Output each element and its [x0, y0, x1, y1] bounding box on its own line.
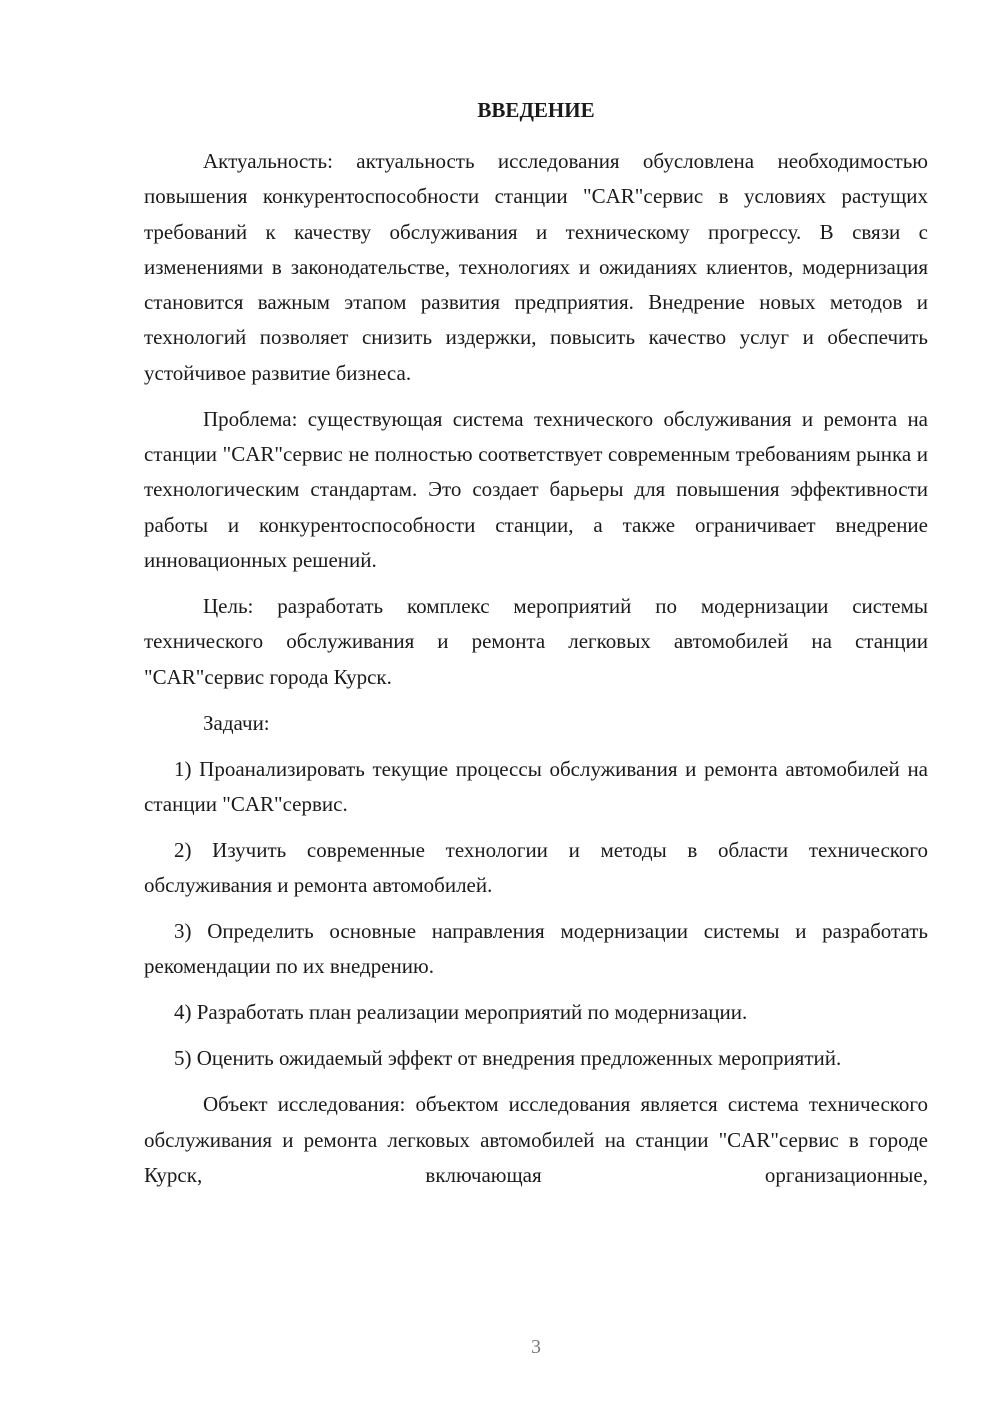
- paragraph-tasks-label: Задачи:: [203, 710, 270, 735]
- page-number: 3: [531, 1336, 541, 1358]
- task-item-2: 2) Изучить современные технологии и методы в области технического обслуживания и ремонта автомобилей.: [144, 837, 928, 898]
- paragraph-object: Объект исследования: объектом исследования является система технического обслуживания и ремонта легковых автомобилей на станции "CAR"сервис в городе Курск, включающая организационные,: [144, 1092, 928, 1187]
- body-text: [144, 144, 928, 1193]
- task-item-3: 3) Определить основные направления модернизации системы и разработать рекомендации по их внедрению.: [144, 919, 928, 979]
- task-item-1: 1) Проанализировать текущие процессы обслуживания и ремонта автомобилей на станции "CAR"сервис.: [144, 756, 928, 816]
- task-item-5: 5) Оценить ожидаемый эффект от внедрения предложенных мероприятий.: [174, 1046, 842, 1071]
- paragraph-problem: Проблема: существующая система технического обслуживания и ремонта на станции "CAR"сервис не полностью соответствует современным требованиям рынка и технологическим стандартам. Это создает барьеры для повышения эффективности работы и конкурентоспособности станции, а также ограничивает внедрение инновационных решений.: [144, 406, 928, 572]
- section-heading: ВВЕДЕНИЕ: [477, 98, 595, 122]
- paragraph-goal: Цель: разработать комплекс мероприятий по модернизации системы технического обслуживания и ремонта легковых автомобилей на станции "CAR"сервис города Курск.: [144, 593, 928, 689]
- paragraph-relevance: Актуальность: актуальность исследования обусловлена необходимостью повышения конкурентоспособности станции "CAR"сервис в условиях растущих требований к качеству обслуживания и техническому прогрессу. В связи с изменениями в законодательстве, технологиях и ожиданиях клиентов, модернизация становится важным этапом развития предприятия. Внедрение новых методов и технологий позволяет снизить издержки, повысить качество услуг и обеспечить устойчивое развитие бизнеса.: [144, 149, 928, 385]
- task-item-4: 4) Разработать план реализации мероприятий по модернизации.: [174, 1000, 748, 1025]
